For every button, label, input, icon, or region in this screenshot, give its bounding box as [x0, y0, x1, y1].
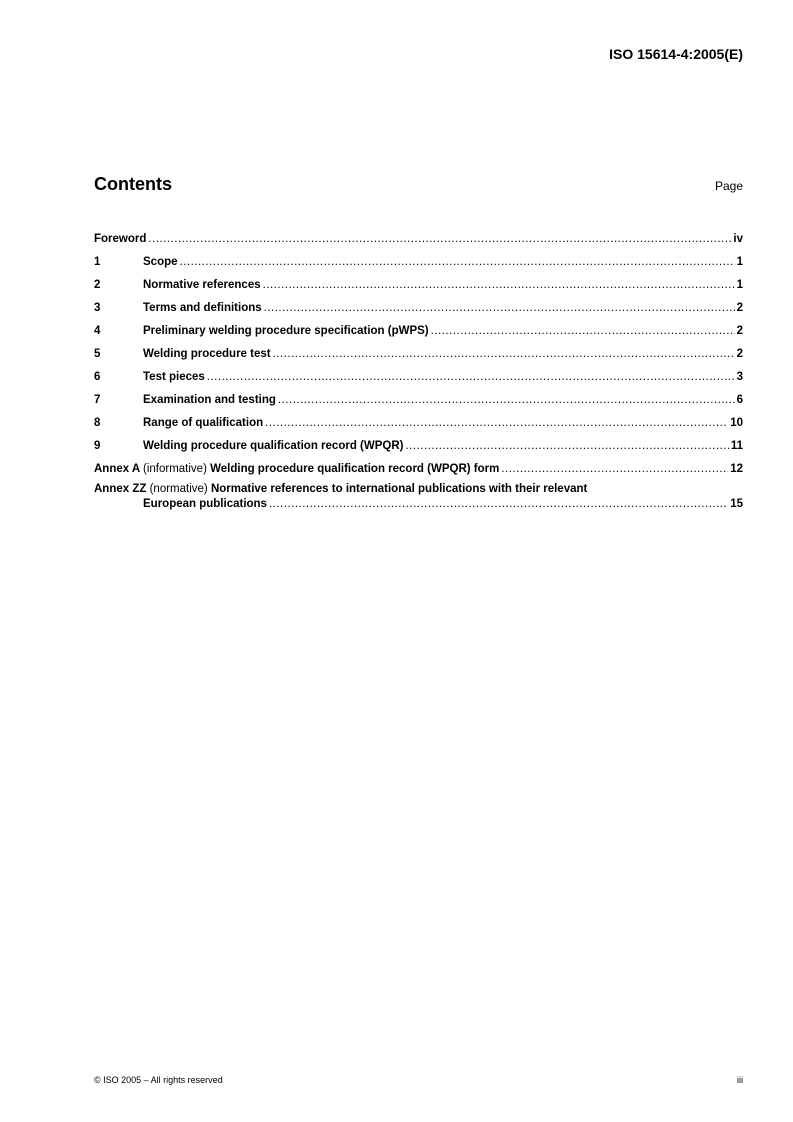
- toc-entry-scope[interactable]: [94, 245, 743, 268]
- toc-entry-number: 4: [94, 325, 101, 337]
- document-id: ISO 15614-4:2005(E): [609, 46, 743, 62]
- annex-type: (normative): [149, 483, 208, 495]
- toc-entry-page: iv: [733, 233, 743, 245]
- toc-entry-label: Welding procedure qualification record (WPQR): [143, 440, 404, 452]
- leader-dots: [148, 233, 731, 245]
- table-of-contents: [94, 222, 743, 510]
- toc-entry-examination-and-testing[interactable]: [94, 383, 743, 406]
- toc-entry-number: 7: [94, 394, 101, 406]
- leader-dots: [431, 325, 735, 337]
- toc-entry-wpqr[interactable]: [94, 429, 743, 452]
- toc-entry-label: Foreword: [94, 233, 147, 245]
- annex-title: Welding procedure qualification record (WPQR) form: [210, 463, 500, 475]
- toc-entry-annex-a[interactable]: [94, 452, 743, 475]
- leader-dots: [501, 463, 728, 475]
- leader-dots: [273, 348, 735, 360]
- toc-entry-page: 1: [736, 256, 743, 268]
- leader-dots: [263, 279, 735, 291]
- toc-entry-number: 2: [94, 279, 101, 291]
- toc-entry-welding-procedure-test[interactable]: [94, 337, 743, 360]
- toc-entry-page: 10: [730, 417, 743, 429]
- leader-dots: [405, 440, 728, 452]
- toc-entry-number: 6: [94, 371, 101, 383]
- annex-title: Normative references to international publications with their relevant: [210, 483, 588, 495]
- toc-entry-label: Terms and definitions: [143, 302, 262, 314]
- toc-entry-pwps[interactable]: [94, 314, 743, 337]
- page-footer: [94, 1075, 743, 1085]
- leader-dots: [180, 256, 735, 268]
- toc-entry-test-pieces[interactable]: [94, 360, 743, 383]
- leader-dots: [265, 417, 728, 429]
- toc-entry-number: 9: [94, 440, 101, 452]
- toc-entry-terms-and-definitions[interactable]: [94, 291, 743, 314]
- toc-entry-label: Test pieces: [143, 371, 205, 383]
- toc-entry-page: 1: [736, 279, 743, 291]
- toc-entry-number: 3: [94, 302, 101, 314]
- toc-entry-label: Preliminary welding procedure specification (pWPS): [143, 325, 429, 337]
- toc-entry-page: 2: [736, 348, 743, 360]
- toc-entry-page: 11: [730, 440, 743, 452]
- toc-entry-number: 1: [94, 256, 101, 268]
- toc-entry-range-of-qualification[interactable]: [94, 406, 743, 429]
- leader-dots: [207, 371, 735, 383]
- toc-entry-foreword[interactable]: [94, 222, 743, 245]
- toc-entry-page: 12: [730, 463, 743, 475]
- toc-entry-label: Scope: [143, 256, 178, 268]
- annex-type: (informative): [143, 463, 207, 475]
- annex-prefix: Annex ZZ: [94, 483, 147, 495]
- toc-entry-page: 2: [736, 325, 743, 337]
- contents-title: Contents: [94, 174, 172, 194]
- toc-entry-page: 6: [736, 394, 743, 406]
- toc-entry-label: Range of qualification: [143, 417, 264, 429]
- annex-title-continuation-row: [94, 498, 743, 510]
- leader-dots: [264, 302, 735, 314]
- leader-dots: [269, 498, 728, 510]
- toc-entry-number: 5: [94, 348, 101, 360]
- toc-entry-page: 15: [730, 498, 743, 510]
- page-number: iii: [737, 1075, 743, 1085]
- annex-label: [94, 483, 743, 495]
- annex-label: [94, 463, 499, 475]
- toc-entry-normative-references[interactable]: [94, 268, 743, 291]
- contents-heading-row: [94, 174, 743, 195]
- copyright-notice: © ISO 2005 – All rights reserved: [94, 1075, 223, 1085]
- toc-entry-label: Welding procedure test: [143, 348, 271, 360]
- toc-entry-page: 3: [736, 371, 743, 383]
- leader-dots: [278, 394, 735, 406]
- annex-prefix: Annex A: [94, 463, 140, 475]
- toc-entry-label: Normative references: [143, 279, 261, 291]
- toc-entry-page: 2: [736, 302, 743, 314]
- page-column-heading: Page: [714, 179, 743, 193]
- toc-entry-label: Examination and testing: [143, 394, 276, 406]
- toc-entry-annex-zz[interactable]: [94, 483, 743, 510]
- toc-entry-number: 8: [94, 417, 101, 429]
- annex-title-continuation: European publications: [143, 498, 267, 510]
